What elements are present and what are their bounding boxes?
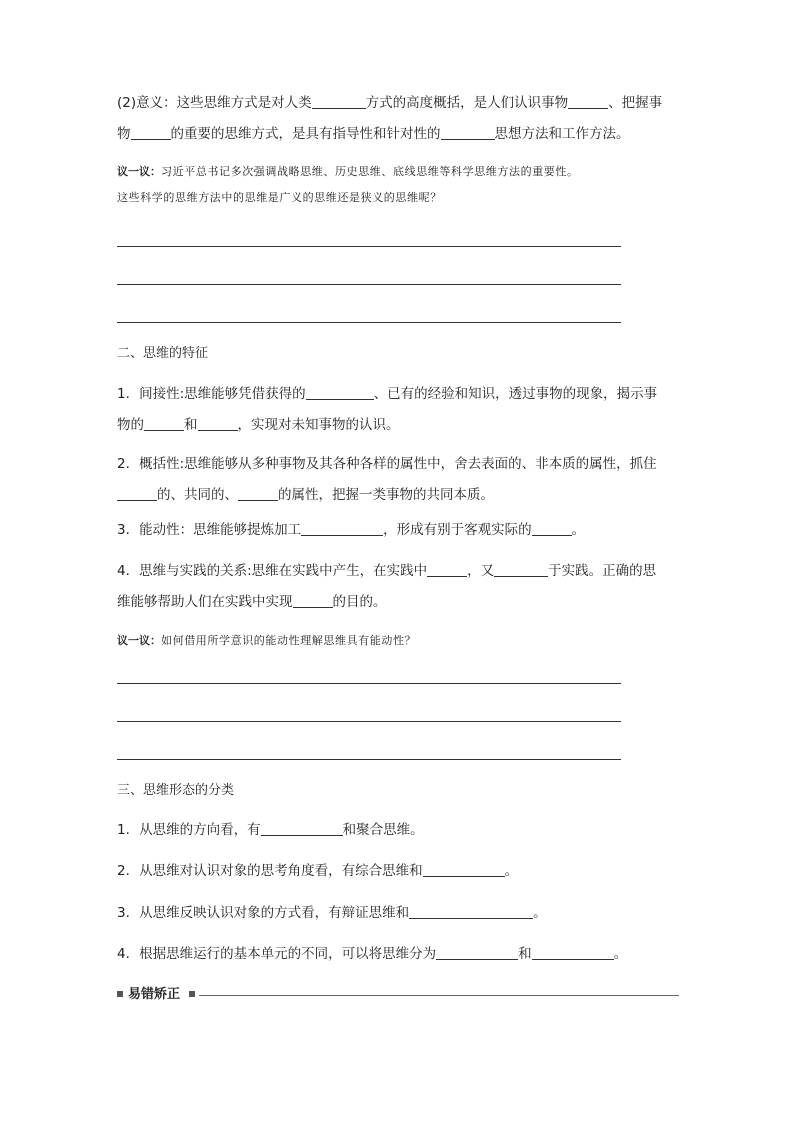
discuss-label: 议一议： [117,634,161,647]
discuss-block-1 [117,159,697,211]
section-heading: 二、思维的特征 [117,346,209,361]
fill-blank[interactable] [238,486,278,501]
answer-line[interactable] [117,322,621,323]
fill-blank[interactable] [131,125,171,140]
section-title: 易错矫正 [128,987,181,1002]
text: ，实现对未知事物的认识。 [237,417,400,433]
text: 的重要的思维方式，是具有指导性和针对性的 [170,126,441,142]
feature-item-2 [117,449,679,511]
answer-line[interactable] [117,284,621,285]
meaning-line-2 [117,119,679,150]
discuss-label: 议一议： [117,165,161,178]
form-item-1 [117,815,679,846]
text: (2)意义：这些思维方式是对人类 [117,95,312,111]
fill-blank[interactable] [427,562,467,577]
form-item-2 [117,856,679,887]
fill-blank[interactable] [293,593,333,608]
answer-line[interactable] [117,683,621,684]
text: 、已有的经验和知识，透过事物的现象，揭示事 [373,386,658,402]
fill-blank[interactable] [301,521,383,536]
fill-blank[interactable] [312,94,366,109]
fill-blank[interactable] [532,521,572,536]
text: 维能够帮助人们在实践中实现 [117,594,293,610]
discuss-text: 如何借用所学意识的能动性理解思维具有能动性？ [161,634,417,647]
fill-blank[interactable] [198,416,238,431]
text: 思想方法和工作方法。 [494,126,630,142]
text: 物的 [117,417,144,433]
fill-blank[interactable] [117,486,157,501]
discuss-block-2 [117,628,697,654]
text: 和聚合思维。 [342,822,424,838]
text: 4．根据思维运行的基本单元的不同，可以将思维分为 [117,946,437,962]
fill-blank[interactable] [261,821,343,836]
text: 2．从思维对认识对象的思考角度看，有综合思维和 [117,863,423,879]
feature-item-4 [117,556,679,618]
text: 的、共同的、 [157,487,238,503]
text: 1．从思维的方向看，有 [117,822,261,838]
square-bullet-icon [117,991,123,997]
form-item-3 [117,898,679,929]
divider [199,995,679,996]
text: 4．思维与实践的关系:思维在实践中产生，在实践中 [117,563,428,579]
section-heading: 三、思维形态的分类 [117,783,235,798]
meaning-line-1 [117,88,679,119]
error-correction-header [117,985,679,1005]
fill-blank[interactable] [409,904,533,919]
text: 物 [117,126,131,142]
text: 和 [184,417,198,433]
text: 的属性，把握一类事物的共同本质。 [278,487,494,503]
meaning-paragraph [117,88,679,150]
fill-blank[interactable] [306,385,374,400]
fill-blank[interactable] [144,416,184,431]
text: 。 [533,905,547,921]
text: ，又 [467,563,495,579]
text: ，形成有别于客观实际的 [383,522,532,538]
answer-line[interactable] [117,721,621,722]
text: 、把握事 [608,95,663,111]
text: 。 [504,863,519,879]
fill-blank[interactable] [436,945,518,960]
text: 3．能动性：思维能够提炼加工 [117,522,302,538]
text: 方式的高度概括，是人们认识事物 [365,95,569,111]
discuss-text: 这些科学的思维方法中的思维是广义的思维还是狭义的思维呢？ [117,191,442,204]
fill-blank[interactable] [423,862,505,877]
answer-line[interactable] [117,759,621,760]
text: 3．从思维反映认识对象的方式看，有辩证思维和 [117,905,410,921]
text: 。 [613,946,628,962]
fill-blank[interactable] [568,94,608,109]
answer-line[interactable] [117,246,621,247]
fill-blank[interactable] [494,562,548,577]
fill-blank[interactable] [441,125,495,140]
discuss-text: 习近平总书记多次强调战略思维、历史思维、底线思维等科学思维方法的重要性。 [161,165,579,178]
text: 和 [518,946,532,962]
fill-blank[interactable] [532,945,614,960]
text: 的目的。 [332,594,387,610]
feature-item-1 [117,379,679,441]
text: 于实践。正确的思 [548,563,657,579]
text: 2．概括性:思维能够从多种事物及其各种各样的属性中，舍去表面的、非本质的属性，抓住 [117,456,657,472]
form-item-4 [117,939,679,970]
text: 。 [571,522,586,538]
feature-item-3 [117,515,679,546]
square-bullet-icon [189,991,195,997]
text: 1．间接性:思维能够凭借获得的 [117,386,306,402]
